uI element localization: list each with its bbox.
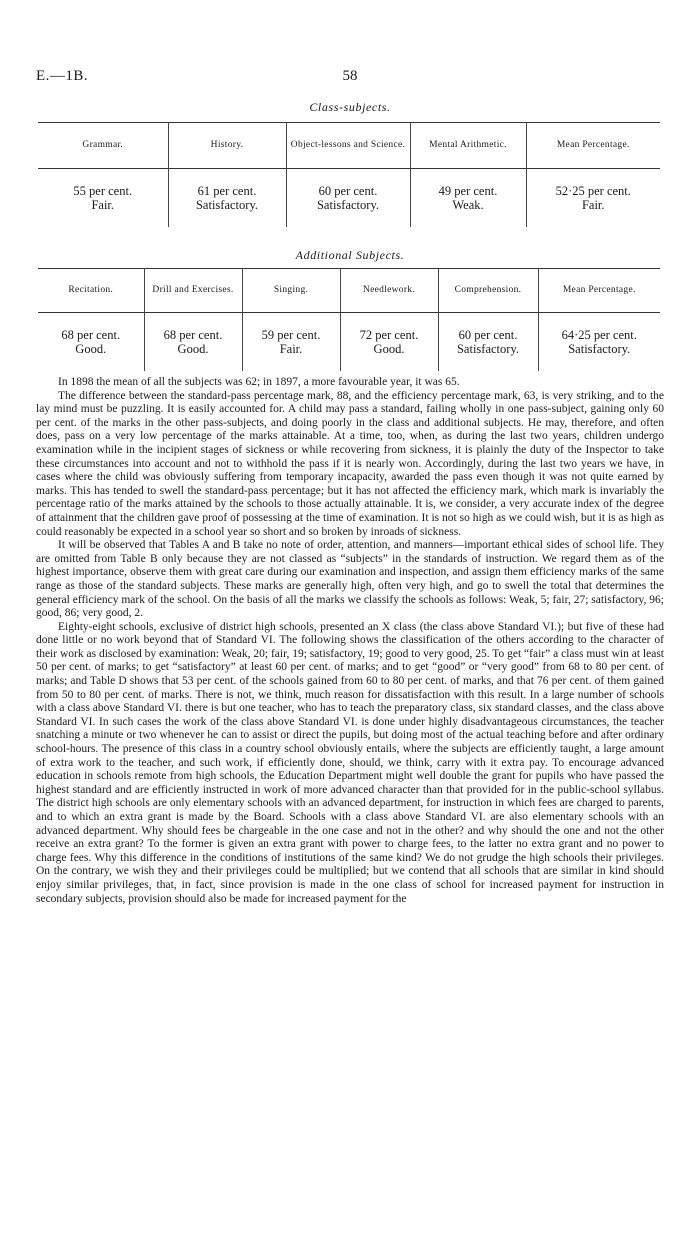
table-header-row: [38, 123, 660, 169]
class-subjects-table: [38, 122, 660, 227]
column-header-history: History.: [168, 123, 286, 169]
column-header-mental-arithmetic: Mental Arithmetic.: [410, 123, 526, 169]
cell-percent: 52·25 per cent.: [555, 183, 631, 198]
class-subjects-caption: Class-subjects.: [309, 100, 391, 114]
table-header-row: [38, 269, 660, 313]
table-cell: [168, 169, 286, 227]
column-header-object-lessons: Object-lessons and Science.: [286, 123, 410, 169]
page-reference: E.—1B.: [36, 68, 89, 84]
table-cell: [38, 169, 168, 227]
cell-percent: 68 per cent.: [61, 327, 121, 342]
report-body-text: [36, 376, 664, 906]
cell-grade: Satisfactory.: [456, 341, 520, 356]
table-row: [38, 169, 660, 227]
column-header-mean-percentage: Mean Percentage.: [538, 269, 660, 313]
column-header-drill: Drill and Exercises.: [144, 269, 242, 313]
column-header-singing: Singing.: [242, 269, 340, 313]
table-cell: [242, 313, 340, 371]
paragraph: In 1898 the mean of all the subjects was 62; in 1897, a more favourable year, it was 65.: [58, 376, 460, 388]
cell-grade: Weak.: [452, 197, 484, 212]
cell-percent: 59 per cent.: [261, 327, 321, 342]
cell-percent: 72 per cent.: [359, 327, 419, 342]
cell-grade: Good.: [75, 341, 107, 356]
cell-grade: Good.: [177, 341, 209, 356]
cell-grade: Fair.: [91, 197, 115, 212]
additional-subjects-caption: Additional Subjects.: [295, 248, 405, 262]
cell-grade: Fair.: [581, 197, 605, 212]
cell-grade: Satisfactory.: [195, 197, 259, 212]
table-row: [38, 313, 660, 371]
paragraph: It will be observed that Tables A and B take no note of order, attention, and manners—important ethical sides of school life. They are omitted from Table B only because they are not classed as “subjects” in the standards of instruction. We regard them as of the highest importance, observe them with great care during our examination and inspection, and assign them efficiency marks of the same range as those of the standard subjects. These marks are generally high, often very high, and go to swell the total that determines the general efficiency mark of the school. On the basis of all the marks we classify the schools as follows: Weak, 5; fair, 27; satisfactory, 96; good, 86; very good, 2.: [36, 539, 664, 620]
cell-percent: 64·25 per cent.: [561, 327, 637, 342]
cell-percent: 49 per cent.: [438, 183, 498, 198]
cell-percent: 61 per cent.: [197, 183, 257, 198]
paragraph: The difference between the standard-pass percentage mark, 88, and the efficiency percentage mark, 63, is very striking, and to the lay mind must be puzzling. It is easily accounted for. A child may pass a standard, failing wholly in one pass-subject, gaining only 60 per cent. of the marks in the other pass-subjects, and doing poorly in the class and additional subjects. He may, therefore, and often does, pass on a very low percentage of the marks attainable. At a time, too, when, as during the last two years, children undergo examination while in the incipient stages of sickness or while recovering from sickness, it is plainly the duty of the Inspector to take these circumstances into account and not to withhold the pass if it is nearly won. Accordingly, during the last two years we have, in cases where the child was obviously suffering from temporary incapacity, awarded the pass even though it was not quite earned by marks. This has tended to swell the standard-pass percentage; but it has not affected the efficiency mark, which mark is invariably the percentage ratio of the marks attained by the schools to those actually attainable. It is, we consider, a very accurate index of the degree of attainment that the children gave proof of possessing at the time of examination. It is not so high as we could wish, but it is as high as could reasonably be expected in a school year so short and so broken by inroads of sickness.: [36, 389, 664, 538]
column-header-comprehension: Comprehension.: [438, 269, 538, 313]
column-header-mean-percentage: Mean Percentage.: [526, 123, 660, 169]
table-cell: [144, 313, 242, 371]
cell-percent: 68 per cent.: [163, 327, 223, 342]
table-cell: [538, 313, 660, 371]
cell-grade: Fair.: [279, 341, 303, 356]
additional-subjects-table: [38, 268, 660, 371]
table-cell: [526, 169, 660, 227]
column-header-recitation: Recitation.: [68, 285, 114, 295]
column-header-grammar: Grammar.: [82, 140, 124, 150]
paragraph: Eighty-eight schools, exclusive of district high schools, presented an X class (the class above Standard VI.); but five of these had done little or no work beyond that of Standard VI. The following shows the classification of the others according to the character of their work as disclosed by examination: Weak, 20; fair, 19; satisfactory, 19; good to very good, 25. To get “fair” a class must win at least 50 per cent. of marks; to get “satisfactory” at least 60 per cent. of marks; and to get “good” or “very good” from 68 to 80 per cent. of marks; and Table D shows that 53 per cent. of the schools gained from 60 to 80 per cent. of marks, and that 76 per cent. of them gained from 50 to 80 per cent. of marks. There is not, we think, much reason for dissatisfaction with this result. In a large number of schools with a class above Standard VI. there is but one teacher, who has to teach the preparatory class, six standard classes, and the class above Standard VI. In such cases the work of the class above Standard VI. is done under highly disadvantageous circumstances, the teacher snatching a minute or two whenever he can to assist or direct the pupils, but doing most of the actual teaching before and after ordinary school-hours. The presence of this class in a country school obviously entails, where the subjects are efficiently taught, a large amount of extra work to the teacher, and such work, if efficiently done, should, we think, carry with it extra pay. To encourage advanced education in schools remote from high schools, the Education Department might well double the grant for pupils who have passed the highest standard and are efficiently instructed in work of more advanced character than that provided for in the public-school syllabus. The district high schools are only elementary schools with an advanced department, for instruction in which fees are charged to parents, and to which an extra grant is made by the Board. Schools with a class above Standard VI. are also elementary schools with an advanced department. Why should fees be chargeable in the one case and not in the other? and why should the one and not the other receive an extra grant? To the former is given an extra grant with power to charge fees, to the latter no extra grant and no power to charge fees. Why this difference in the conditions of institutions of the same kind? We do not grudge the high schools their privileges. On the contrary, we wish they and their privileges could be multiplied; but we contend that all schools that are similar in kind should enjoy similar privileges, that, in fact, since provision is made in the one class of school for increased payment for instruction in secondary subjects, provision should also be made for increased payment for the: [36, 620, 664, 905]
cell-percent: 60 per cent.: [458, 327, 518, 342]
table-cell: [286, 169, 410, 227]
table-cell: [340, 313, 438, 371]
table-cell: [38, 313, 144, 371]
table-cell: [438, 313, 538, 371]
page-header: [36, 68, 664, 86]
cell-grade: Satisfactory.: [316, 197, 380, 212]
column-header-needlework: Needlework.: [340, 269, 438, 313]
table-cell: [410, 169, 526, 227]
page-number: 58: [342, 68, 358, 84]
cell-grade: Good.: [373, 341, 405, 356]
cell-grade: Satisfactory.: [568, 341, 631, 356]
cell-percent: 60 per cent.: [318, 183, 378, 198]
cell-percent: 55 per cent.: [73, 183, 133, 198]
